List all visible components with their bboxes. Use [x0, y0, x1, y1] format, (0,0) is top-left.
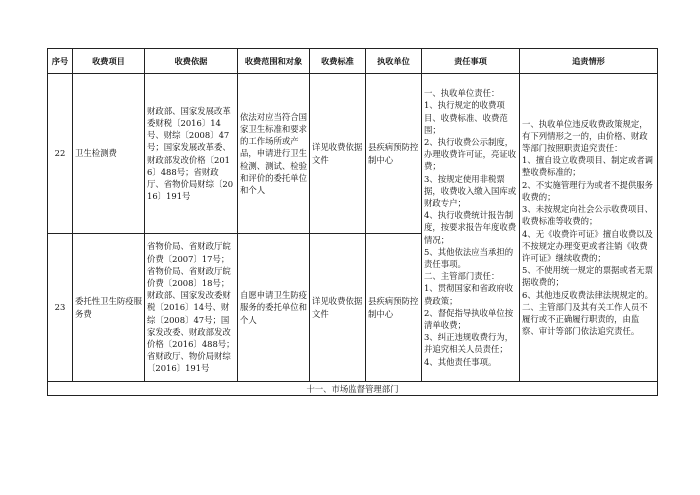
- responsibility-line: 3、纠正违规收费行为，并追究相关人员责任；: [424, 332, 514, 355]
- row-standard: 详见收费依据文件: [310, 74, 366, 234]
- section-title: 十一、市场监督管理部门: [48, 382, 658, 396]
- accountability-line: 1、擅自设立收费项目、制定或者调整收费标准的；: [522, 155, 653, 178]
- responsibility-line: 2、督促指导执收单位按清单收费；: [424, 307, 514, 331]
- accountability-line: 一、执收单位违反收费政策规定，有下列情形之一的，由价格、财政等部门按照职责追究责任：: [522, 118, 648, 154]
- row-item: 卫生检测费: [73, 74, 145, 234]
- accountability-line: 4、无《收费许可证》擅自收费以及不按规定办理变更或者注销《收费许可证》继续收费的；: [522, 228, 653, 263]
- header-item: 收费项目: [73, 49, 145, 74]
- header-no: 序号: [48, 49, 73, 74]
- fee-table: [47, 48, 658, 396]
- responsibility-line: 二、主管部门责任：: [424, 271, 500, 282]
- row-scope: 依法对应当符合国家卫生标准和要求的工作场所或产品，申请进行卫生检测、测试、检验和评价的委托单位和个人: [238, 74, 310, 234]
- responsibility-line: 4、其他责任事项。: [424, 356, 497, 367]
- row-standard: 详见收费依据文件: [310, 234, 366, 382]
- responsibility-line: 1、贯彻国家和省政府收费政策；: [424, 283, 514, 306]
- row-unit: 县疾病预防控制中心: [366, 74, 422, 234]
- header-row: [48, 49, 658, 74]
- responsibility-line: 3、按规定使用非税票据，收费收入缴入国库或财政专户；: [424, 173, 517, 208]
- accountability-line: 2、不实施管理行为或者不提供服务收费的；: [522, 179, 653, 202]
- responsibility-cell: [422, 74, 520, 382]
- row-basis: 财政部、国家发展改革委财税〔2016〕14号、财综〔2008〕47号；国家发展改革委、财政部发改价格〔2016〕488号；省财政厅、省物价局财综〔2016〕191号: [145, 74, 238, 234]
- header-basis: 收费依据: [145, 49, 238, 74]
- header-scope: 收费范围和对象: [238, 49, 310, 74]
- accountability-line: 5、不使用统一规定的票据或者无票据收费的；: [522, 265, 653, 288]
- header-standard: 收费标准: [310, 49, 366, 74]
- header-unit: 执收单位: [366, 49, 422, 74]
- accountability-line: 二、主管部门及其有关工作人员不履行或不正确履行职责的，由监察、审计等部门依法追究责任。: [522, 301, 648, 337]
- responsibility-line: 2、执行收费公示制度，办理收费许可证，亮证收费；: [424, 136, 517, 172]
- accountability-line: 3、未按规定向社会公示收费项目、收费标准等收费的；: [522, 204, 653, 227]
- accountability-cell: [520, 74, 658, 382]
- table-row: [48, 74, 658, 234]
- responsibility-line: 一、执收单位责任：: [424, 88, 500, 99]
- section-footer-row: [48, 382, 658, 396]
- row-basis: 省物价局、省财政厅皖价费〔2007〕17号；省物价局、省财政厅皖价费〔2008〕18号；财政部、国家发改委财税〔2016〕14号、财综〔2008〕47号；国家发改委、财政部发改价格〔2016〕488号；省财政厅、物价局财综〔2016〕191号: [145, 234, 238, 382]
- header-responsibility: 责任事项: [422, 49, 520, 74]
- header-accountability: 追责情形: [520, 49, 658, 74]
- accountability-line: 6、其他违反收费法律法规规定的。: [522, 289, 653, 300]
- responsibility-line: 4、执行收费统计报告制度，按要求报告年度收费情况；: [424, 210, 517, 245]
- row-no: 23: [48, 234, 73, 382]
- row-no: 22: [48, 74, 73, 234]
- row-scope: 自愿申请卫生防疫服务的委托单位和个人: [238, 234, 310, 382]
- row-unit: 县疾病预防控制中心: [366, 234, 422, 382]
- responsibility-line: 1、执行规定的收费项目、收费标准、收费范围；: [424, 100, 508, 135]
- row-item: 委托性卫生防疫服务费: [73, 234, 145, 382]
- responsibility-line: 5、其他依法应当承担的责任事项。: [424, 246, 514, 269]
